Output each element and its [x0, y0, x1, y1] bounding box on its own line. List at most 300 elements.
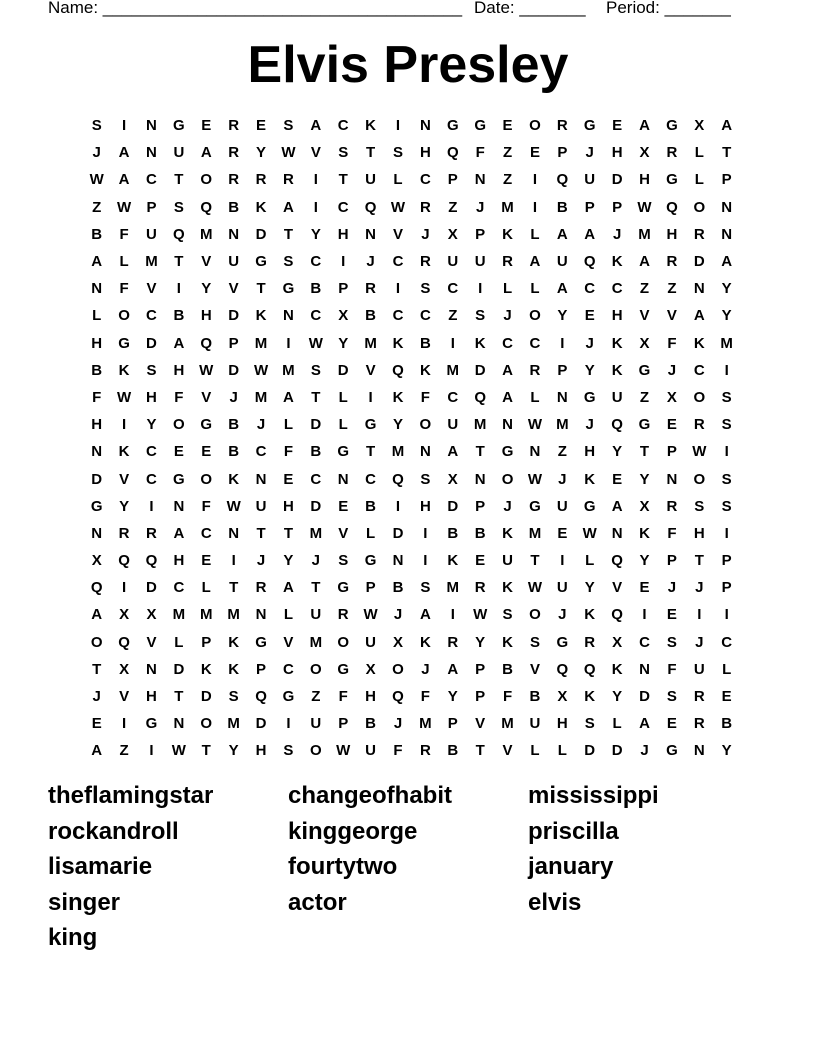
grid-letter[interactable]: W: [336, 742, 351, 760]
grid-letter[interactable]: L: [119, 253, 129, 271]
grid-letter[interactable]: C: [502, 334, 513, 352]
grid-letter[interactable]: I: [313, 171, 318, 189]
grid-letter[interactable]: Q: [392, 470, 404, 488]
grid-letter[interactable]: Y: [146, 416, 157, 434]
grid-letter[interactable]: M: [556, 416, 569, 434]
grid-letter[interactable]: D: [228, 307, 240, 325]
grid-letter[interactable]: Q: [556, 171, 569, 189]
grid-letter[interactable]: L: [283, 606, 294, 624]
grid-letter[interactable]: X: [694, 117, 705, 135]
grid-letter[interactable]: T: [92, 660, 102, 678]
grid-letter[interactable]: T: [311, 579, 321, 597]
grid-letter[interactable]: K: [611, 334, 623, 352]
grid-letter[interactable]: V: [475, 715, 486, 733]
grid-letter[interactable]: D: [228, 361, 240, 379]
grid-letter[interactable]: W: [89, 171, 104, 189]
grid-letter[interactable]: T: [475, 742, 485, 760]
grid-letter[interactable]: P: [557, 144, 568, 162]
grid-letter[interactable]: R: [228, 117, 240, 135]
grid-letter[interactable]: I: [423, 524, 428, 542]
grid-letter[interactable]: D: [200, 688, 212, 706]
grid-letter[interactable]: D: [255, 225, 267, 243]
grid-letter[interactable]: N: [392, 552, 404, 570]
grid-letter[interactable]: T: [256, 524, 266, 542]
grid-letter[interactable]: P: [666, 552, 677, 570]
grid-letter[interactable]: C: [693, 361, 705, 379]
grid-letter[interactable]: Z: [448, 307, 458, 325]
grid-letter[interactable]: I: [724, 606, 729, 624]
grid-letter[interactable]: R: [337, 606, 349, 624]
grid-letter[interactable]: G: [364, 416, 377, 434]
grid-letter[interactable]: J: [256, 416, 266, 434]
grid-letter[interactable]: E: [612, 470, 623, 488]
grid-letter[interactable]: I: [231, 552, 236, 570]
grid-letter[interactable]: G: [583, 117, 596, 135]
grid-letter[interactable]: K: [228, 633, 240, 651]
grid-letter[interactable]: Y: [228, 742, 239, 760]
grid-letter[interactable]: R: [584, 633, 596, 651]
grid-letter[interactable]: U: [556, 579, 568, 597]
grid-letter[interactable]: M: [309, 633, 323, 651]
grid-letter[interactable]: C: [146, 443, 157, 461]
grid-letter[interactable]: S: [283, 117, 294, 135]
grid-letter[interactable]: G: [173, 117, 185, 135]
grid-letter[interactable]: U: [584, 171, 596, 189]
grid-letter[interactable]: M: [501, 198, 514, 216]
grid-letter[interactable]: I: [122, 117, 127, 135]
grid-letter[interactable]: V: [392, 225, 403, 243]
grid-letter[interactable]: G: [638, 416, 651, 434]
grid-letter[interactable]: N: [721, 198, 733, 216]
grid-letter[interactable]: M: [309, 524, 323, 542]
grid-letter[interactable]: L: [722, 660, 732, 678]
grid-letter[interactable]: S: [173, 198, 184, 216]
grid-letter[interactable]: X: [119, 606, 130, 624]
grid-letter[interactable]: V: [666, 307, 677, 325]
grid-letter[interactable]: E: [666, 416, 677, 434]
grid-letter[interactable]: A: [310, 117, 322, 135]
grid-letter[interactable]: H: [639, 171, 650, 189]
grid-letter[interactable]: N: [146, 144, 157, 162]
grid-letter[interactable]: T: [256, 280, 266, 298]
grid-letter[interactable]: O: [200, 470, 213, 488]
grid-letter[interactable]: I: [532, 198, 538, 216]
grid-letter[interactable]: P: [228, 334, 239, 352]
grid-letter[interactable]: H: [337, 225, 349, 243]
grid-letter[interactable]: R: [693, 225, 705, 243]
grid-letter[interactable]: U: [146, 225, 157, 243]
grid-letter[interactable]: S: [475, 307, 486, 325]
grid-letter[interactable]: T: [201, 742, 211, 760]
grid-letter[interactable]: K: [255, 307, 267, 325]
grid-letter[interactable]: C: [310, 307, 322, 325]
grid-letter[interactable]: U: [310, 606, 322, 624]
grid-letter[interactable]: V: [612, 579, 623, 597]
grid-letter[interactable]: Y: [639, 470, 650, 488]
grid-letter[interactable]: P: [475, 660, 486, 678]
grid-letter[interactable]: C: [255, 443, 267, 461]
grid-letter[interactable]: S: [338, 144, 349, 162]
grid-letter[interactable]: L: [393, 171, 403, 189]
grid-letter[interactable]: H: [365, 688, 377, 706]
grid-letter[interactable]: O: [529, 117, 541, 135]
grid-letter[interactable]: B: [419, 334, 431, 352]
grid-letter[interactable]: S: [529, 633, 540, 651]
grid-letter[interactable]: F: [502, 688, 513, 706]
grid-letter[interactable]: V: [639, 307, 650, 325]
grid-letter[interactable]: K: [118, 361, 130, 379]
grid-letter[interactable]: N: [529, 443, 541, 461]
grid-letter[interactable]: P: [557, 361, 568, 379]
grid-letter[interactable]: A: [556, 280, 568, 298]
grid-letter[interactable]: I: [697, 606, 702, 624]
grid-letter[interactable]: R: [666, 497, 678, 515]
grid-letter[interactable]: D: [146, 334, 157, 352]
grid-letter[interactable]: I: [478, 280, 483, 298]
grid-letter[interactable]: U: [556, 253, 568, 271]
grid-letter[interactable]: Q: [118, 552, 130, 570]
grid-letter[interactable]: R: [255, 579, 267, 597]
grid-letter[interactable]: P: [365, 579, 376, 597]
grid-letter[interactable]: N: [283, 307, 294, 325]
grid-letter[interactable]: Z: [92, 198, 102, 216]
grid-letter[interactable]: G: [666, 117, 678, 135]
grid-letter[interactable]: N: [173, 715, 185, 733]
grid-letter[interactable]: J: [256, 552, 266, 570]
grid-letter[interactable]: A: [91, 253, 103, 271]
grid-letter[interactable]: B: [556, 198, 568, 216]
grid-letter[interactable]: T: [311, 388, 321, 406]
grid-letter[interactable]: R: [693, 688, 705, 706]
grid-letter[interactable]: C: [721, 633, 733, 651]
grid-letter[interactable]: R: [474, 579, 486, 597]
grid-letter[interactable]: X: [392, 633, 403, 651]
grid-letter[interactable]: S: [420, 470, 431, 488]
grid-letter[interactable]: G: [337, 660, 350, 678]
grid-letter[interactable]: W: [390, 198, 406, 216]
grid-letter[interactable]: N: [419, 117, 431, 135]
grid-letter[interactable]: B: [502, 660, 513, 678]
grid-letter[interactable]: T: [475, 443, 485, 461]
grid-letter[interactable]: Y: [475, 633, 486, 651]
grid-letter[interactable]: N: [146, 660, 157, 678]
grid-letter[interactable]: F: [475, 144, 485, 162]
grid-letter[interactable]: Q: [255, 688, 267, 706]
grid-letter[interactable]: F: [119, 225, 129, 243]
grid-letter[interactable]: R: [666, 253, 678, 271]
grid-letter[interactable]: P: [666, 443, 677, 461]
grid-letter[interactable]: W: [171, 742, 186, 760]
grid-letter[interactable]: G: [666, 742, 678, 760]
grid-letter[interactable]: A: [502, 361, 513, 379]
grid-letter[interactable]: B: [474, 524, 486, 542]
grid-letter[interactable]: L: [338, 416, 348, 434]
grid-letter[interactable]: A: [611, 497, 623, 515]
grid-letter[interactable]: G: [556, 633, 569, 651]
grid-letter[interactable]: V: [338, 524, 349, 542]
grid-letter[interactable]: O: [529, 307, 541, 325]
name-field[interactable]: Name: ______________________________________: [48, 0, 463, 17]
grid-letter[interactable]: Y: [584, 579, 595, 597]
grid-letter[interactable]: C: [584, 280, 596, 298]
grid-letter[interactable]: Y: [119, 497, 130, 515]
grid-letter[interactable]: O: [529, 606, 541, 624]
grid-letter[interactable]: E: [201, 117, 212, 135]
grid-letter[interactable]: L: [283, 416, 294, 434]
grid-letter[interactable]: L: [92, 307, 102, 325]
grid-letter[interactable]: E: [338, 497, 349, 515]
grid-letter[interactable]: R: [502, 253, 513, 271]
grid-letter[interactable]: R: [693, 715, 705, 733]
grid-letter[interactable]: D: [392, 524, 404, 542]
grid-letter[interactable]: A: [447, 660, 459, 678]
grid-letter[interactable]: V: [228, 280, 239, 298]
grid-letter[interactable]: G: [474, 117, 486, 135]
grid-letter[interactable]: N: [639, 660, 650, 678]
grid-letter[interactable]: Q: [611, 552, 623, 570]
grid-letter[interactable]: K: [693, 334, 705, 352]
grid-letter[interactable]: U: [228, 253, 240, 271]
grid-letter[interactable]: W: [582, 524, 597, 542]
grid-letter[interactable]: O: [419, 416, 432, 434]
grid-letter[interactable]: Q: [90, 579, 103, 597]
grid-letter[interactable]: X: [447, 225, 458, 243]
grid-letter[interactable]: A: [584, 225, 596, 243]
grid-letter[interactable]: W: [527, 416, 543, 434]
grid-letter[interactable]: D: [639, 688, 650, 706]
grid-letter[interactable]: R: [255, 171, 267, 189]
grid-letter[interactable]: T: [229, 579, 239, 597]
grid-letter[interactable]: D: [584, 742, 596, 760]
grid-letter[interactable]: M: [446, 361, 460, 379]
grid-letter[interactable]: D: [611, 742, 623, 760]
grid-letter[interactable]: R: [283, 171, 294, 189]
grid-letter[interactable]: N: [556, 388, 568, 406]
grid-letter[interactable]: B: [228, 416, 240, 434]
grid-letter[interactable]: C: [392, 253, 404, 271]
grid-letter[interactable]: S: [666, 633, 677, 651]
grid-letter[interactable]: A: [91, 606, 103, 624]
grid-letter[interactable]: K: [611, 253, 623, 271]
grid-letter[interactable]: K: [584, 606, 596, 624]
grid-letter[interactable]: S: [310, 361, 321, 379]
grid-letter[interactable]: A: [91, 742, 103, 760]
grid-letter[interactable]: H: [91, 416, 103, 434]
grid-letter[interactable]: J: [558, 606, 567, 624]
grid-letter[interactable]: P: [201, 633, 212, 651]
grid-letter[interactable]: P: [612, 198, 623, 216]
grid-letter[interactable]: C: [529, 334, 541, 352]
grid-letter[interactable]: G: [583, 497, 596, 515]
grid-letter[interactable]: N: [337, 470, 349, 488]
grid-letter[interactable]: I: [423, 552, 428, 570]
grid-letter[interactable]: K: [611, 660, 623, 678]
grid-letter[interactable]: K: [228, 660, 240, 678]
grid-letter[interactable]: A: [639, 253, 650, 271]
grid-letter[interactable]: G: [173, 470, 185, 488]
grid-letter[interactable]: F: [201, 497, 211, 515]
grid-letter[interactable]: R: [228, 171, 240, 189]
grid-letter[interactable]: Q: [446, 144, 459, 162]
grid-letter[interactable]: L: [694, 171, 704, 189]
grid-letter[interactable]: A: [639, 117, 650, 135]
grid-letter[interactable]: Z: [119, 742, 129, 760]
grid-letter[interactable]: Y: [721, 742, 732, 760]
grid-letter[interactable]: S: [91, 117, 102, 135]
grid-letter[interactable]: Q: [200, 334, 213, 352]
grid-letter[interactable]: X: [365, 660, 376, 678]
grid-letter[interactable]: E: [721, 688, 732, 706]
grid-letter[interactable]: T: [174, 253, 184, 271]
grid-letter[interactable]: D: [611, 171, 623, 189]
grid-letter[interactable]: B: [447, 742, 459, 760]
grid-letter[interactable]: I: [341, 253, 346, 271]
grid-letter[interactable]: C: [146, 307, 157, 325]
grid-letter[interactable]: J: [585, 416, 594, 434]
grid-letter[interactable]: L: [694, 144, 704, 162]
grid-letter[interactable]: N: [228, 225, 240, 243]
grid-letter[interactable]: C: [283, 660, 294, 678]
grid-letter[interactable]: D: [474, 361, 486, 379]
grid-letter[interactable]: I: [395, 117, 401, 135]
grid-letter[interactable]: C: [365, 470, 377, 488]
grid-letter[interactable]: Z: [502, 171, 513, 189]
grid-letter[interactable]: X: [666, 388, 677, 406]
grid-letter[interactable]: H: [283, 497, 294, 515]
grid-letter[interactable]: M: [200, 225, 213, 243]
grid-letter[interactable]: W: [308, 334, 323, 352]
grid-letter[interactable]: S: [721, 416, 732, 434]
grid-letter[interactable]: W: [281, 144, 296, 162]
grid-letter[interactable]: B: [228, 198, 240, 216]
grid-letter[interactable]: D: [173, 660, 185, 678]
grid-letter[interactable]: Y: [447, 688, 458, 706]
grid-letter[interactable]: X: [639, 144, 650, 162]
grid-letter[interactable]: J: [393, 715, 403, 733]
grid-letter[interactable]: I: [368, 388, 373, 406]
grid-letter[interactable]: O: [309, 660, 322, 678]
grid-letter[interactable]: I: [149, 497, 154, 515]
grid-letter[interactable]: M: [446, 579, 460, 597]
grid-letter[interactable]: O: [90, 633, 103, 651]
grid-letter[interactable]: I: [122, 715, 127, 733]
grid-letter[interactable]: P: [475, 497, 486, 515]
grid-letter[interactable]: K: [228, 470, 240, 488]
grid-letter[interactable]: U: [447, 416, 459, 434]
grid-letter[interactable]: M: [391, 443, 405, 461]
grid-letter[interactable]: H: [556, 715, 568, 733]
grid-letter[interactable]: C: [611, 280, 623, 298]
grid-letter[interactable]: V: [529, 660, 540, 678]
grid-letter[interactable]: H: [419, 497, 431, 515]
grid-letter[interactable]: S: [228, 688, 239, 706]
grid-letter[interactable]: I: [313, 198, 318, 216]
grid-letter[interactable]: I: [286, 715, 291, 733]
grid-letter[interactable]: C: [447, 280, 459, 298]
grid-letter[interactable]: K: [365, 117, 377, 135]
grid-letter[interactable]: L: [338, 388, 348, 406]
grid-letter[interactable]: P: [475, 688, 486, 706]
grid-letter[interactable]: M: [528, 524, 542, 542]
grid-letter[interactable]: H: [91, 334, 103, 352]
grid-letter[interactable]: W: [226, 497, 241, 515]
grid-letter[interactable]: U: [556, 497, 568, 515]
grid-letter[interactable]: Q: [611, 606, 623, 624]
grid-letter[interactable]: H: [173, 361, 185, 379]
grid-letter[interactable]: Z: [311, 688, 321, 706]
grid-letter[interactable]: V: [201, 253, 212, 271]
grid-letter[interactable]: F: [174, 388, 184, 406]
grid-letter[interactable]: J: [695, 579, 704, 597]
grid-letter[interactable]: R: [146, 524, 157, 542]
grid-letter[interactable]: Y: [256, 144, 267, 162]
grid-letter[interactable]: K: [639, 524, 650, 542]
grid-letter[interactable]: F: [119, 280, 129, 298]
grid-letter[interactable]: F: [667, 334, 677, 352]
grid-letter[interactable]: B: [365, 497, 377, 515]
grid-letter[interactable]: Y: [392, 416, 403, 434]
grid-letter[interactable]: A: [721, 253, 733, 271]
grid-letter[interactable]: N: [419, 443, 431, 461]
grid-letter[interactable]: W: [637, 198, 652, 216]
grid-letter[interactable]: A: [173, 334, 185, 352]
grid-letter[interactable]: B: [721, 715, 733, 733]
grid-letter[interactable]: B: [310, 280, 322, 298]
grid-letter[interactable]: N: [146, 117, 157, 135]
grid-letter[interactable]: V: [119, 470, 130, 488]
grid-letter[interactable]: O: [337, 633, 350, 651]
grid-letter[interactable]: V: [119, 688, 130, 706]
grid-letter[interactable]: N: [91, 280, 103, 298]
grid-letter[interactable]: J: [585, 144, 594, 162]
grid-letter[interactable]: W: [253, 361, 269, 379]
grid-letter[interactable]: I: [724, 524, 729, 542]
grid-letter[interactable]: N: [666, 470, 678, 488]
grid-letter[interactable]: P: [721, 171, 732, 189]
grid-letter[interactable]: S: [721, 470, 732, 488]
grid-letter[interactable]: B: [91, 225, 103, 243]
grid-letter[interactable]: A: [556, 225, 568, 243]
grid-letter[interactable]: R: [419, 742, 431, 760]
grid-letter[interactable]: E: [91, 715, 102, 733]
grid-letter[interactable]: H: [611, 144, 623, 162]
grid-letter[interactable]: G: [501, 443, 514, 461]
grid-letter[interactable]: N: [255, 470, 267, 488]
grid-letter[interactable]: L: [530, 225, 540, 243]
date-field[interactable]: Date: _______: [474, 0, 586, 17]
grid-letter[interactable]: B: [365, 715, 377, 733]
grid-letter[interactable]: J: [421, 660, 430, 678]
grid-letter[interactable]: P: [475, 225, 486, 243]
grid-letter[interactable]: O: [392, 660, 404, 678]
grid-letter[interactable]: A: [447, 443, 459, 461]
grid-letter[interactable]: G: [337, 579, 350, 597]
grid-letter[interactable]: U: [365, 171, 377, 189]
grid-letter[interactable]: V: [146, 280, 157, 298]
grid-letter[interactable]: Q: [118, 633, 130, 651]
grid-letter[interactable]: Z: [639, 388, 650, 406]
grid-letter[interactable]: W: [527, 579, 543, 597]
grid-letter[interactable]: I: [560, 334, 565, 352]
grid-letter[interactable]: V: [310, 144, 321, 162]
grid-letter[interactable]: K: [584, 470, 596, 488]
grid-letter[interactable]: E: [201, 443, 212, 461]
grid-letter[interactable]: D: [146, 579, 157, 597]
grid-letter[interactable]: J: [92, 144, 101, 162]
grid-letter[interactable]: U: [693, 660, 705, 678]
grid-letter[interactable]: B: [310, 443, 322, 461]
grid-letter[interactable]: C: [337, 117, 349, 135]
